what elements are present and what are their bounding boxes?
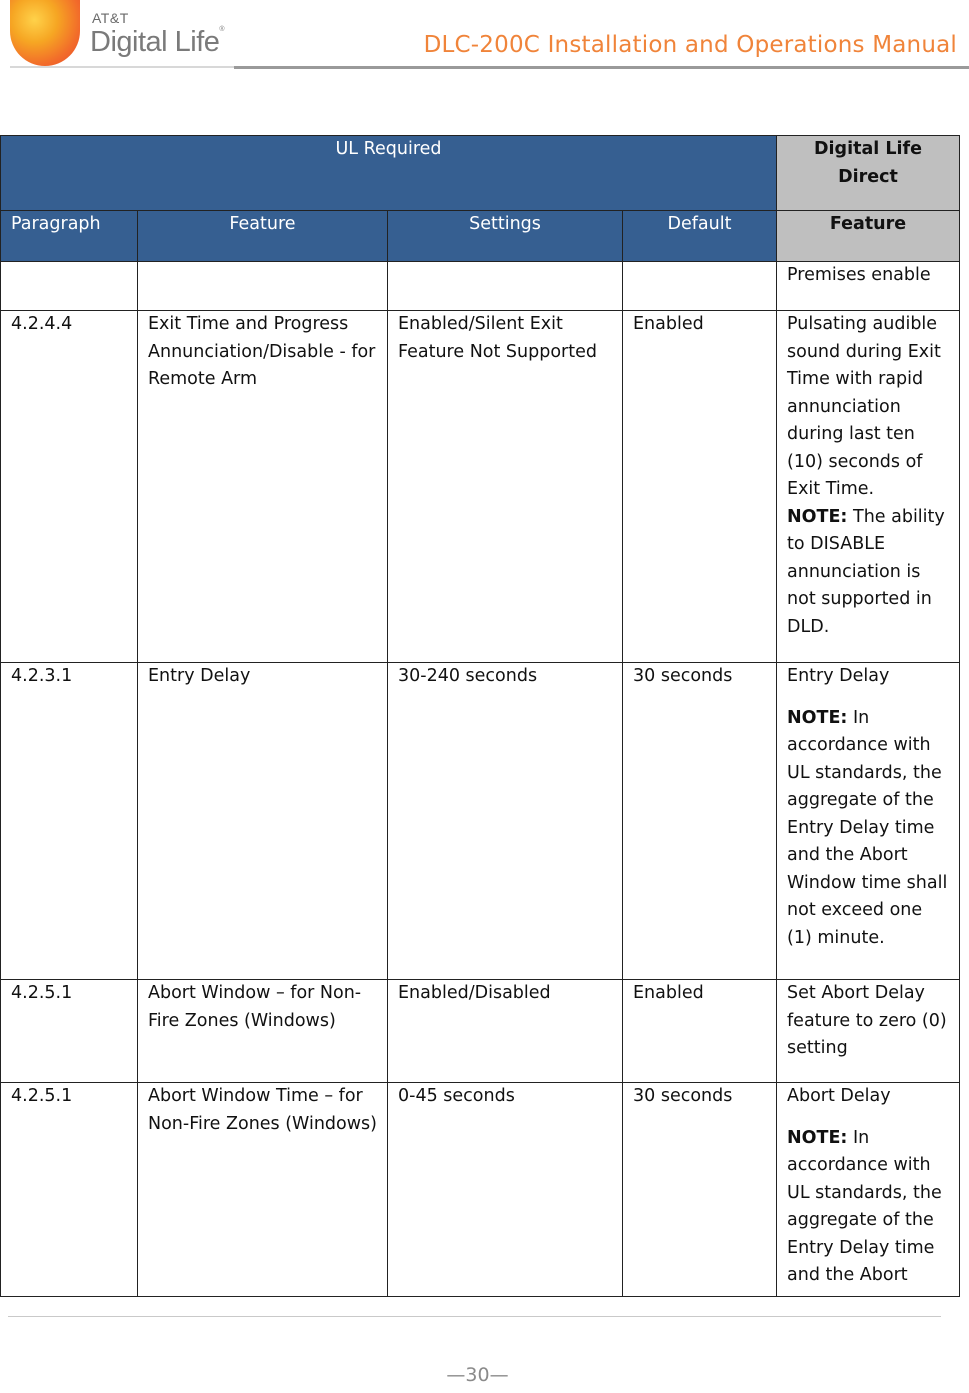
- table-row: [1, 311, 960, 663]
- dld-note: [787, 705, 949, 953]
- cell-feature: Abort Window Time – for Non-Fire Zones (Windows): [138, 1083, 388, 1297]
- table-row: [1, 1083, 960, 1297]
- footer-rule: [8, 1316, 941, 1317]
- ul-required-header: UL Required: [1, 136, 777, 211]
- column-header-dld-feature: Feature: [777, 211, 960, 262]
- cell-dld-feature: Set Abort Delay feature to zero (0) setting: [777, 980, 960, 1083]
- cell-feature: Exit Time and Progress Annunciation/Disable - for Remote Arm: [138, 311, 388, 663]
- logo-name: Digital Life: [90, 26, 220, 58]
- note-label: NOTE:: [787, 506, 848, 527]
- logo-digital-life-text: [90, 26, 224, 59]
- dld-note: [787, 504, 949, 642]
- cell-default: 30 seconds: [623, 663, 777, 980]
- table-row: [1, 663, 960, 980]
- att-globe-logo-icon: [10, 0, 80, 66]
- cell-paragraph: 4.2.5.1: [1, 980, 138, 1083]
- cell-default: Enabled: [623, 311, 777, 663]
- dld-description: Entry Delay: [787, 666, 890, 686]
- cell-settings: Enabled/Silent Exit Feature Not Supported: [388, 311, 623, 663]
- cell-dld-feature: [777, 311, 960, 663]
- dld-note: [787, 1125, 949, 1290]
- cell-dld-feature: [777, 1083, 960, 1297]
- cell-feature: Abort Window – for Non-Fire Zones (Windows): [138, 980, 388, 1083]
- dld-description: Abort Delay: [787, 1086, 891, 1106]
- cell-default: Enabled: [623, 980, 777, 1083]
- cell-dld-feature: [777, 663, 960, 980]
- note-label: NOTE:: [787, 707, 848, 728]
- cell-default: 30 seconds: [623, 1083, 777, 1297]
- note-text: The ability to DISABLE annunciation is not supported in DLD.: [787, 506, 945, 637]
- table-cell: [1, 262, 138, 311]
- logo-registered-mark: ®: [219, 26, 225, 33]
- page-header: [0, 0, 969, 70]
- cell-settings: 30-240 seconds: [388, 663, 623, 980]
- document-title: DLC-200C Installation and Operations Manual: [423, 32, 957, 58]
- column-header-default: Default: [623, 211, 777, 262]
- note-text: In accordance with UL standards, the aggregate of the Entry Delay time and the Abort: [787, 1127, 942, 1285]
- table-cell-dld-continued: Premises enable: [777, 262, 960, 311]
- table-row: [1, 980, 960, 1083]
- cell-paragraph: 4.2.5.1: [1, 1083, 138, 1297]
- column-header-feature: Feature: [138, 211, 388, 262]
- table-group-header-row: [1, 136, 960, 211]
- column-header-paragraph: Paragraph: [1, 211, 138, 262]
- table-cell: [623, 262, 777, 311]
- table-column-header-row: [1, 211, 960, 262]
- cell-feature: Entry Delay: [138, 663, 388, 980]
- note-text: In accordance with UL standards, the aggregate of the Entry Delay time and the Abort Window time shall not exceed one (1) minute.: [787, 707, 948, 948]
- digital-life-direct-header: Digital Life Direct: [777, 136, 960, 211]
- table-row-continued: [1, 262, 960, 311]
- logo-att-text: AT&T: [92, 10, 129, 26]
- ul-features-table: [0, 135, 960, 1297]
- cell-paragraph: 4.2.3.1: [1, 663, 138, 980]
- dld-description: Pulsating audible sound during Exit Time with rapid annunciation during last ten (10) seconds of Exit Time.: [787, 314, 941, 499]
- cell-settings: Enabled/Disabled: [388, 980, 623, 1083]
- note-label: NOTE:: [787, 1127, 848, 1148]
- header-rule-left: [10, 66, 234, 68]
- table-cell: [388, 262, 623, 311]
- cell-paragraph: 4.2.4.4: [1, 311, 138, 663]
- cell-settings: 0-45 seconds: [388, 1083, 623, 1297]
- table-cell: [138, 262, 388, 311]
- column-header-settings: Settings: [388, 211, 623, 262]
- page-number: —30—: [446, 1364, 509, 1386]
- header-rule: [234, 66, 969, 69]
